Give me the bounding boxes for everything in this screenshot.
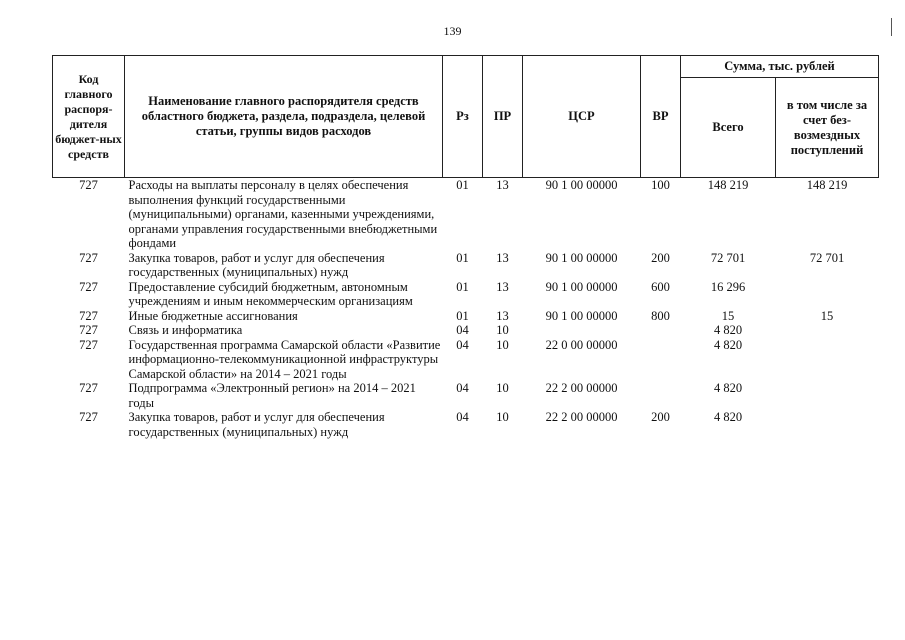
header-vr: ВР	[641, 56, 681, 178]
cell-csr: 22 2 00 00000	[545, 381, 618, 395]
header-rz: Рз	[443, 56, 483, 178]
cell-total: 148 219	[707, 178, 749, 192]
header-csr: ЦСР	[523, 56, 641, 178]
cell-rz: 01	[456, 178, 469, 192]
cell-name: Закупка товаров, работ и услуг для обеспечения государственных (муниципальных) нужд	[128, 250, 385, 279]
cell-total: 4 820	[713, 337, 743, 352]
table-row	[53, 381, 879, 410]
cell-gratuitous	[776, 381, 879, 410]
cell-name: Государственная программа Самарской области «Развитие информационно-телекоммуникационной инфраструктуры Самарской области» на 2014 – 2021 годы	[128, 337, 441, 381]
cell-vr: 200	[651, 410, 670, 424]
cell-csr: 22 0 00 00000	[545, 337, 618, 352]
cell-pr: 10	[496, 337, 509, 352]
table-row	[53, 338, 879, 382]
cell-gratuitous	[776, 410, 879, 439]
cell-rz: 04	[456, 381, 469, 395]
cell-vr: 200	[651, 250, 670, 265]
table-row	[53, 178, 879, 251]
cell-gratuitous: 72 701	[809, 250, 845, 265]
cell-pr: 13	[496, 178, 509, 192]
table-body	[53, 178, 879, 440]
cell-total: 16 296	[710, 279, 746, 294]
cell-total: 4 820	[713, 410, 743, 424]
cell-rz: 04	[456, 410, 469, 424]
cell-total: 72 701	[710, 250, 746, 265]
cell-gratuitous	[776, 338, 879, 382]
header-total: Всего	[681, 78, 776, 178]
cell-csr: 90 1 00 00000	[545, 178, 618, 192]
table-row	[53, 251, 879, 280]
cell-name: Связь и информатика	[128, 323, 243, 337]
cell-code: 727	[79, 250, 98, 265]
header-code: Код главного распоря-дителя бюджет-ных средств	[53, 56, 125, 178]
cell-code: 727	[79, 178, 98, 192]
cell-code: 727	[79, 308, 98, 323]
cell-gratuitous: 15	[820, 308, 834, 323]
cell-gratuitous: 148 219	[806, 178, 848, 192]
header-sum-group: Сумма, тыс. рублей	[681, 56, 879, 78]
cell-csr: 90 1 00 00000	[545, 308, 618, 323]
cell-rz: 01	[456, 250, 469, 265]
cell-code: 727	[79, 337, 98, 352]
cell-code: 727	[79, 410, 98, 424]
header-name: Наименование главного распорядителя средств областного бюджета, раздела, подраздела, целевой статьи, группы видов расходов	[125, 56, 443, 178]
cell-total: 4 820	[713, 323, 743, 337]
cell-vr: 800	[651, 308, 670, 323]
cell-code: 727	[79, 323, 98, 337]
table-row	[53, 280, 879, 309]
cell-vr	[641, 381, 681, 410]
cell-vr: 600	[651, 279, 670, 294]
cell-rz: 04	[456, 323, 469, 337]
cell-vr: 100	[651, 178, 670, 192]
table-row	[53, 309, 879, 324]
header-pr: ПР	[483, 56, 523, 178]
cell-total: 15	[721, 308, 735, 323]
cell-pr: 10	[496, 381, 509, 395]
cell-csr: 90 1 00 00000	[545, 250, 618, 265]
budget-table	[52, 55, 879, 439]
cell-name: Закупка товаров, работ и услуг для обеспечения государственных (муниципальных) нужд	[128, 410, 385, 439]
cell-pr: 13	[496, 279, 509, 294]
cell-code: 727	[79, 279, 98, 294]
table-row	[53, 323, 879, 338]
cell-name: Иные бюджетные ассигнования	[128, 308, 298, 323]
cell-csr: 22 2 00 00000	[545, 410, 618, 424]
cell-csr: 90 1 00 00000	[545, 279, 618, 294]
cell-vr	[641, 323, 681, 338]
cell-gratuitous	[776, 280, 879, 309]
cell-code: 727	[79, 381, 98, 395]
header-gratuitous: в том числе за счет без-возмездных поступлений	[776, 78, 879, 178]
cell-name: Расходы на выплаты персоналу в целях обеспечения выполнения функций государственными (муниципальными) органами, казенными учреждениями, органами управления государственными внебюджетными фондами	[128, 178, 438, 250]
cell-pr: 10	[496, 410, 509, 424]
cell-csr	[523, 323, 641, 338]
cell-rz: 01	[456, 279, 469, 294]
cell-name: Предоставление субсидий бюджетным, автономным учреждениям и иным некоммерческим организациям	[128, 279, 413, 308]
cell-rz: 01	[456, 308, 469, 323]
cell-pr: 10	[496, 323, 509, 337]
table-row	[53, 410, 879, 439]
cell-rz: 04	[456, 337, 469, 352]
cell-pr: 13	[496, 308, 509, 323]
cell-vr	[641, 338, 681, 382]
edge-mark	[891, 18, 892, 36]
cell-name: Подпрограмма «Электронный регион» на 2014 – 2021 годы	[128, 381, 416, 410]
cell-gratuitous	[776, 323, 879, 338]
page-number: 139	[443, 24, 462, 38]
cell-pr: 13	[496, 250, 509, 265]
cell-total: 4 820	[713, 381, 743, 395]
